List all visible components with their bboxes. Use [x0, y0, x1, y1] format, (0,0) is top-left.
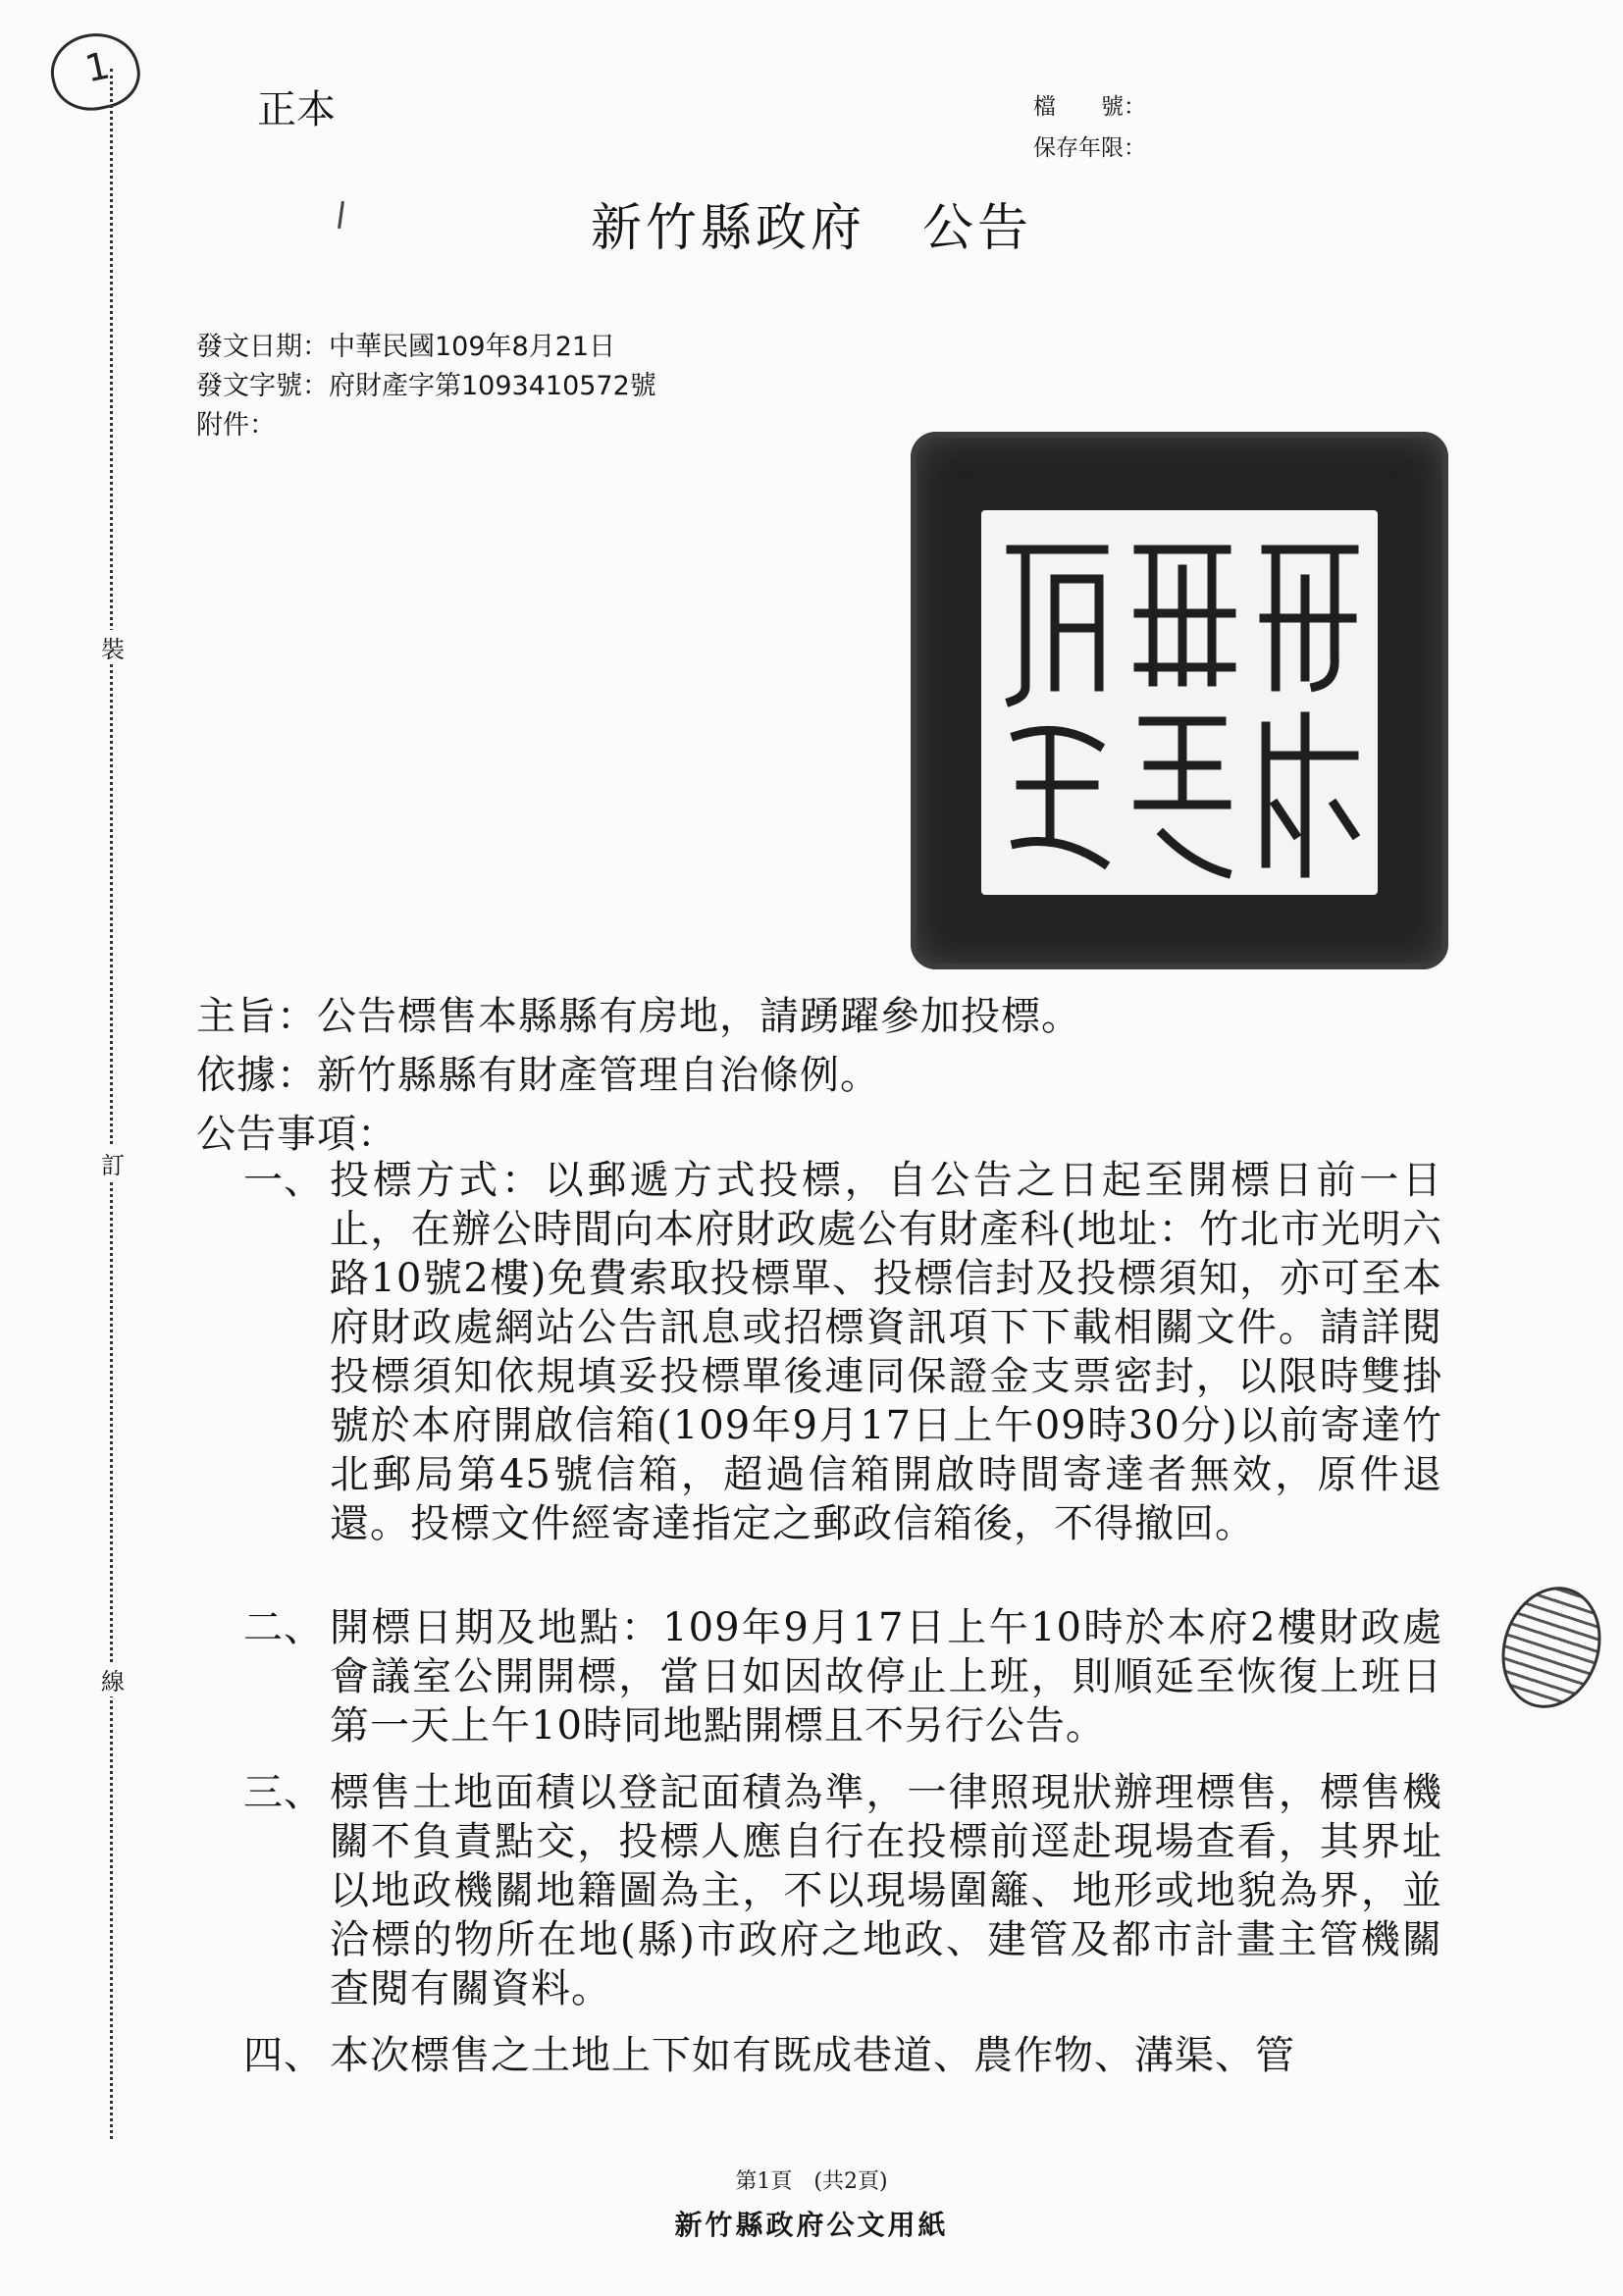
items-heading: 公告事項： [196, 1112, 397, 1157]
basis-line: 依據：新竹縣縣有財產管理自治條例。 [196, 1053, 880, 1098]
item-text: 投標方式：以郵遞方式投標，自公告之日起至開標日前一日止，在辦公時間向本府財政處公有財產科(地址：竹北市光明六路10號2樓)免費索取投標單、投標信封及投標須知，亦可至本府財政處網站公告訊息或招標資訊項下下載相關文件。請詳閱投標須知依規填妥投標單後連同保證金支票密封，以限時雙掛號於本府開啟信箱(109年9月17日上午09時30分)以前寄達竹北郵局第45號信箱，超過信箱開啟時間寄達者無效，原件退還。投標文件經寄達指定之郵政信箱後，不得撤回。 [330, 1158, 1442, 1546]
seal-inner [981, 510, 1378, 895]
item-text: 標售土地面積以登記面積為準，一律照現狀辦理標售，標售機關不負責點交，投標人應自行在投標前逕赴現場查看，其界址以地政機關地籍圖為主，不以現場圍籬、地形或地貌為界，並洽標的物所在地(縣)市政府之地政、建管及都市計畫主管機關查閱有關資料。 [330, 1770, 1442, 2011]
announcement-item-2 [243, 1603, 1442, 1750]
side-stamp [1487, 1574, 1616, 1721]
issue-ref-row [196, 367, 656, 406]
attachment-row [196, 406, 656, 445]
issue-date-value: 中華民國109年8月21日 [329, 332, 616, 362]
binding-line [110, 69, 113, 2139]
title-agency: 新竹縣政府 [590, 199, 865, 258]
attachment-label: 附件： [196, 410, 276, 441]
copy-label: 正本 [257, 87, 336, 132]
footer-paper-name: 新竹縣政府公文用紙 [674, 2209, 949, 2241]
subject-line: 主旨：公告標售本縣縣有房地，請踴躍參加投標。 [196, 994, 1081, 1039]
item-text: 開標日期及地點：109年9月17日上午10時於本府2樓財政處會議室公開開標，當日如因故停止上班，則順延至恢復上班日第一天上午10時同地點開標且不另行公告。 [330, 1605, 1442, 1748]
file-meta [1033, 86, 1146, 169]
retention-label: 保存年限： [1033, 135, 1146, 161]
item-number: 二、 [243, 1605, 324, 1650]
announcement-item-3 [243, 1768, 1442, 2013]
item-number: 三、 [243, 1770, 324, 1815]
announcement-item-1 [243, 1156, 1442, 1548]
issue-date-row [196, 328, 656, 367]
document-title [0, 186, 1623, 260]
item-number: 四、 [243, 2033, 324, 2078]
file-number-label: 檔 號： [1033, 94, 1146, 120]
issue-ref-value: 府財產字第1093410572號 [329, 371, 656, 401]
binding-mark-zhuang: 裝 [98, 630, 128, 664]
title-doc-type: 公告 [922, 199, 1033, 258]
item-number: 一、 [243, 1158, 324, 1203]
item-text: 本次標售之土地上下如有既成巷道、農作物、溝渠、管 [330, 2033, 1295, 2078]
issue-info [196, 328, 656, 445]
page-number-mark-text: 1 [80, 43, 114, 91]
issue-ref-label: 發文字號： [196, 371, 329, 401]
seal-script-glyphs [981, 510, 1378, 895]
official-seal [911, 432, 1448, 969]
binding-mark-xian: 線 [98, 1662, 128, 1696]
issue-date-label: 發文日期： [196, 332, 329, 362]
binding-mark-ding: 訂 [98, 1146, 128, 1180]
announcement-item-4 [243, 2031, 1442, 2080]
page-number-mark [44, 25, 146, 118]
footer-page-info: 第1頁 (共2頁) [735, 2169, 888, 2194]
